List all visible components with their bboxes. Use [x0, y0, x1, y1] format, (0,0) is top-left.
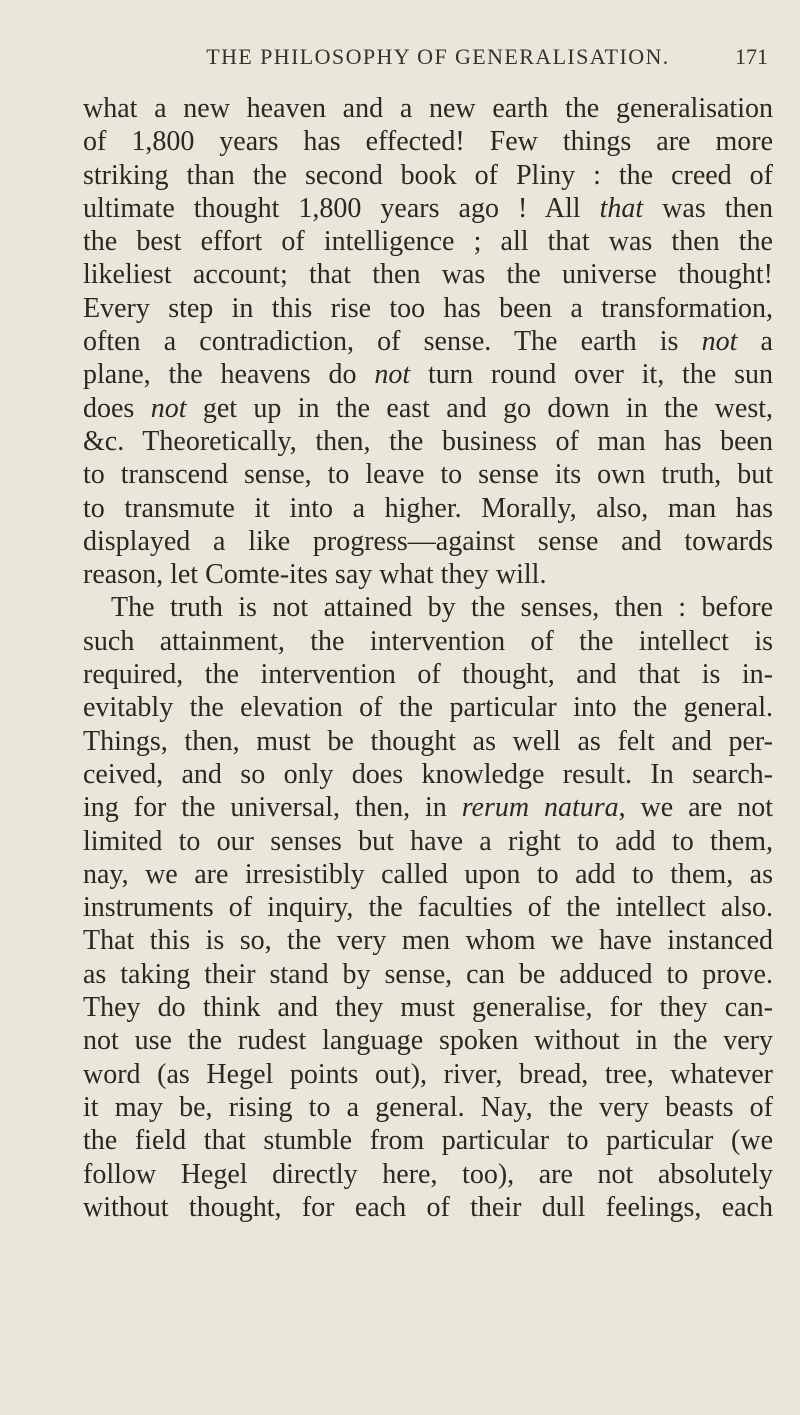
text-segment: to transcend sense, to leave to sense its own truth, but	[83, 459, 773, 491]
italic-word: not	[150, 392, 187, 424]
text-line	[83, 525, 773, 558]
text-line	[83, 558, 773, 591]
text-segment: instruments of inquiry, the faculties of the intellect also.	[83, 892, 773, 924]
text-segment: a	[737, 326, 773, 358]
text-line	[83, 125, 773, 158]
text-segment: what a new heaven and a new earth the generalisation	[83, 93, 773, 124]
text-segment: limited to our senses but have a right to add to them,	[83, 825, 773, 857]
italic-word: that	[599, 192, 644, 224]
text-segment: of 1,800 years has effected! Few things are more	[83, 126, 773, 158]
text-line	[83, 1191, 773, 1224]
body-text	[83, 92, 773, 1224]
text-segment: turn round over it, the sun	[410, 359, 773, 391]
text-line	[83, 758, 773, 791]
text-segment: displayed a like progress—against sense and towards	[83, 525, 773, 557]
text-line	[83, 1024, 773, 1057]
text-segment: &c. Theoretically, then, the business of man has been	[83, 425, 773, 457]
text-line	[83, 1124, 773, 1157]
text-segment: was then	[643, 192, 773, 224]
text-line	[83, 891, 773, 924]
text-line	[83, 325, 773, 358]
text-segment: such attainment, the intervention of the intellect is	[83, 625, 773, 657]
text-segment: ceived, and so only does knowledge result. In search-	[83, 758, 773, 790]
text-line	[83, 492, 773, 525]
text-segment: word (as Hegel points out), river, bread, tree, whatever	[83, 1058, 773, 1090]
text-line	[83, 825, 773, 858]
text-segment: the field that stumble from particular to particular (we	[83, 1125, 773, 1157]
text-segment: it may be, rising to a general. Nay, the very beasts of	[83, 1091, 773, 1123]
text-line	[83, 858, 773, 891]
text-line	[83, 725, 773, 758]
text-line	[83, 625, 773, 658]
text-segment: to transmute it into a higher. Morally, also, man has	[83, 492, 773, 524]
text-segment: the best effort of intelligence ; all that was then the	[83, 226, 773, 258]
text-segment: , we are not	[618, 792, 773, 824]
running-head: THE PHILOSOPHY OF GENERALISATION.	[206, 44, 670, 69]
page-number: 171	[735, 44, 768, 69]
text-line	[83, 591, 773, 624]
text-line	[83, 958, 773, 991]
text-line	[83, 458, 773, 491]
text-segment: reason, let Comte-ites say what they will.	[83, 559, 547, 591]
text-segment: Every step in this rise too has been a transformation,	[83, 292, 773, 324]
text-line	[83, 1091, 773, 1124]
text-segment: likeliest account; that then was the universe thought!	[83, 259, 773, 291]
text-line	[83, 425, 773, 458]
text-segment: ing for the universal, then, in	[83, 792, 462, 824]
text-segment: follow Hegel directly here, too), are not absolutely	[83, 1158, 773, 1190]
text-segment: Things, then, must be thought as well as felt and per-	[83, 725, 773, 757]
text-line	[83, 225, 773, 258]
text-segment: without thought, for each of their dull feelings, each	[83, 1191, 773, 1223]
text-segment: ultimate thought 1,800 years ago ! All	[83, 192, 600, 224]
text-segment: often a contradiction, of sense. The earth is	[83, 326, 702, 358]
text-line	[83, 924, 773, 957]
text-line	[83, 258, 773, 291]
text-line	[83, 1158, 773, 1191]
text-segment: evitably the elevation of the particular into the general.	[83, 692, 773, 724]
italic-word: not	[374, 359, 411, 391]
text-segment: plane, the heavens do	[83, 359, 375, 391]
text-line	[83, 292, 773, 325]
text-line	[83, 658, 773, 691]
text-line	[83, 392, 773, 425]
text-line	[83, 159, 773, 192]
text-line	[83, 192, 773, 225]
text-segment: They do think and they must generalise, for they can-	[83, 992, 773, 1024]
text-segment: get up in the east and go down in the west,	[186, 392, 774, 424]
text-segment: not use the rudest language spoken without in the very	[83, 1025, 773, 1057]
italic-word: not	[701, 326, 738, 358]
text-segment: does	[83, 392, 151, 424]
text-segment: striking than the second book of Pliny : the creed of	[83, 159, 773, 191]
text-line	[83, 991, 773, 1024]
text-segment: required, the intervention of thought, and that is in-	[83, 659, 773, 691]
text-line	[83, 791, 773, 824]
text-line	[83, 1058, 773, 1091]
text-segment: as taking their stand by sense, can be adduced to prove.	[83, 958, 773, 990]
text-line	[83, 92, 773, 125]
text-line	[83, 358, 773, 391]
text-segment: nay, we are irresistibly called upon to add to them, as	[83, 858, 773, 890]
text-segment: The truth is not attained by the senses, then : before	[111, 592, 773, 624]
text-line	[83, 691, 773, 724]
text-segment: That this is so, the very men whom we have instanced	[83, 925, 773, 957]
italic-word: rerum natura	[461, 792, 619, 824]
